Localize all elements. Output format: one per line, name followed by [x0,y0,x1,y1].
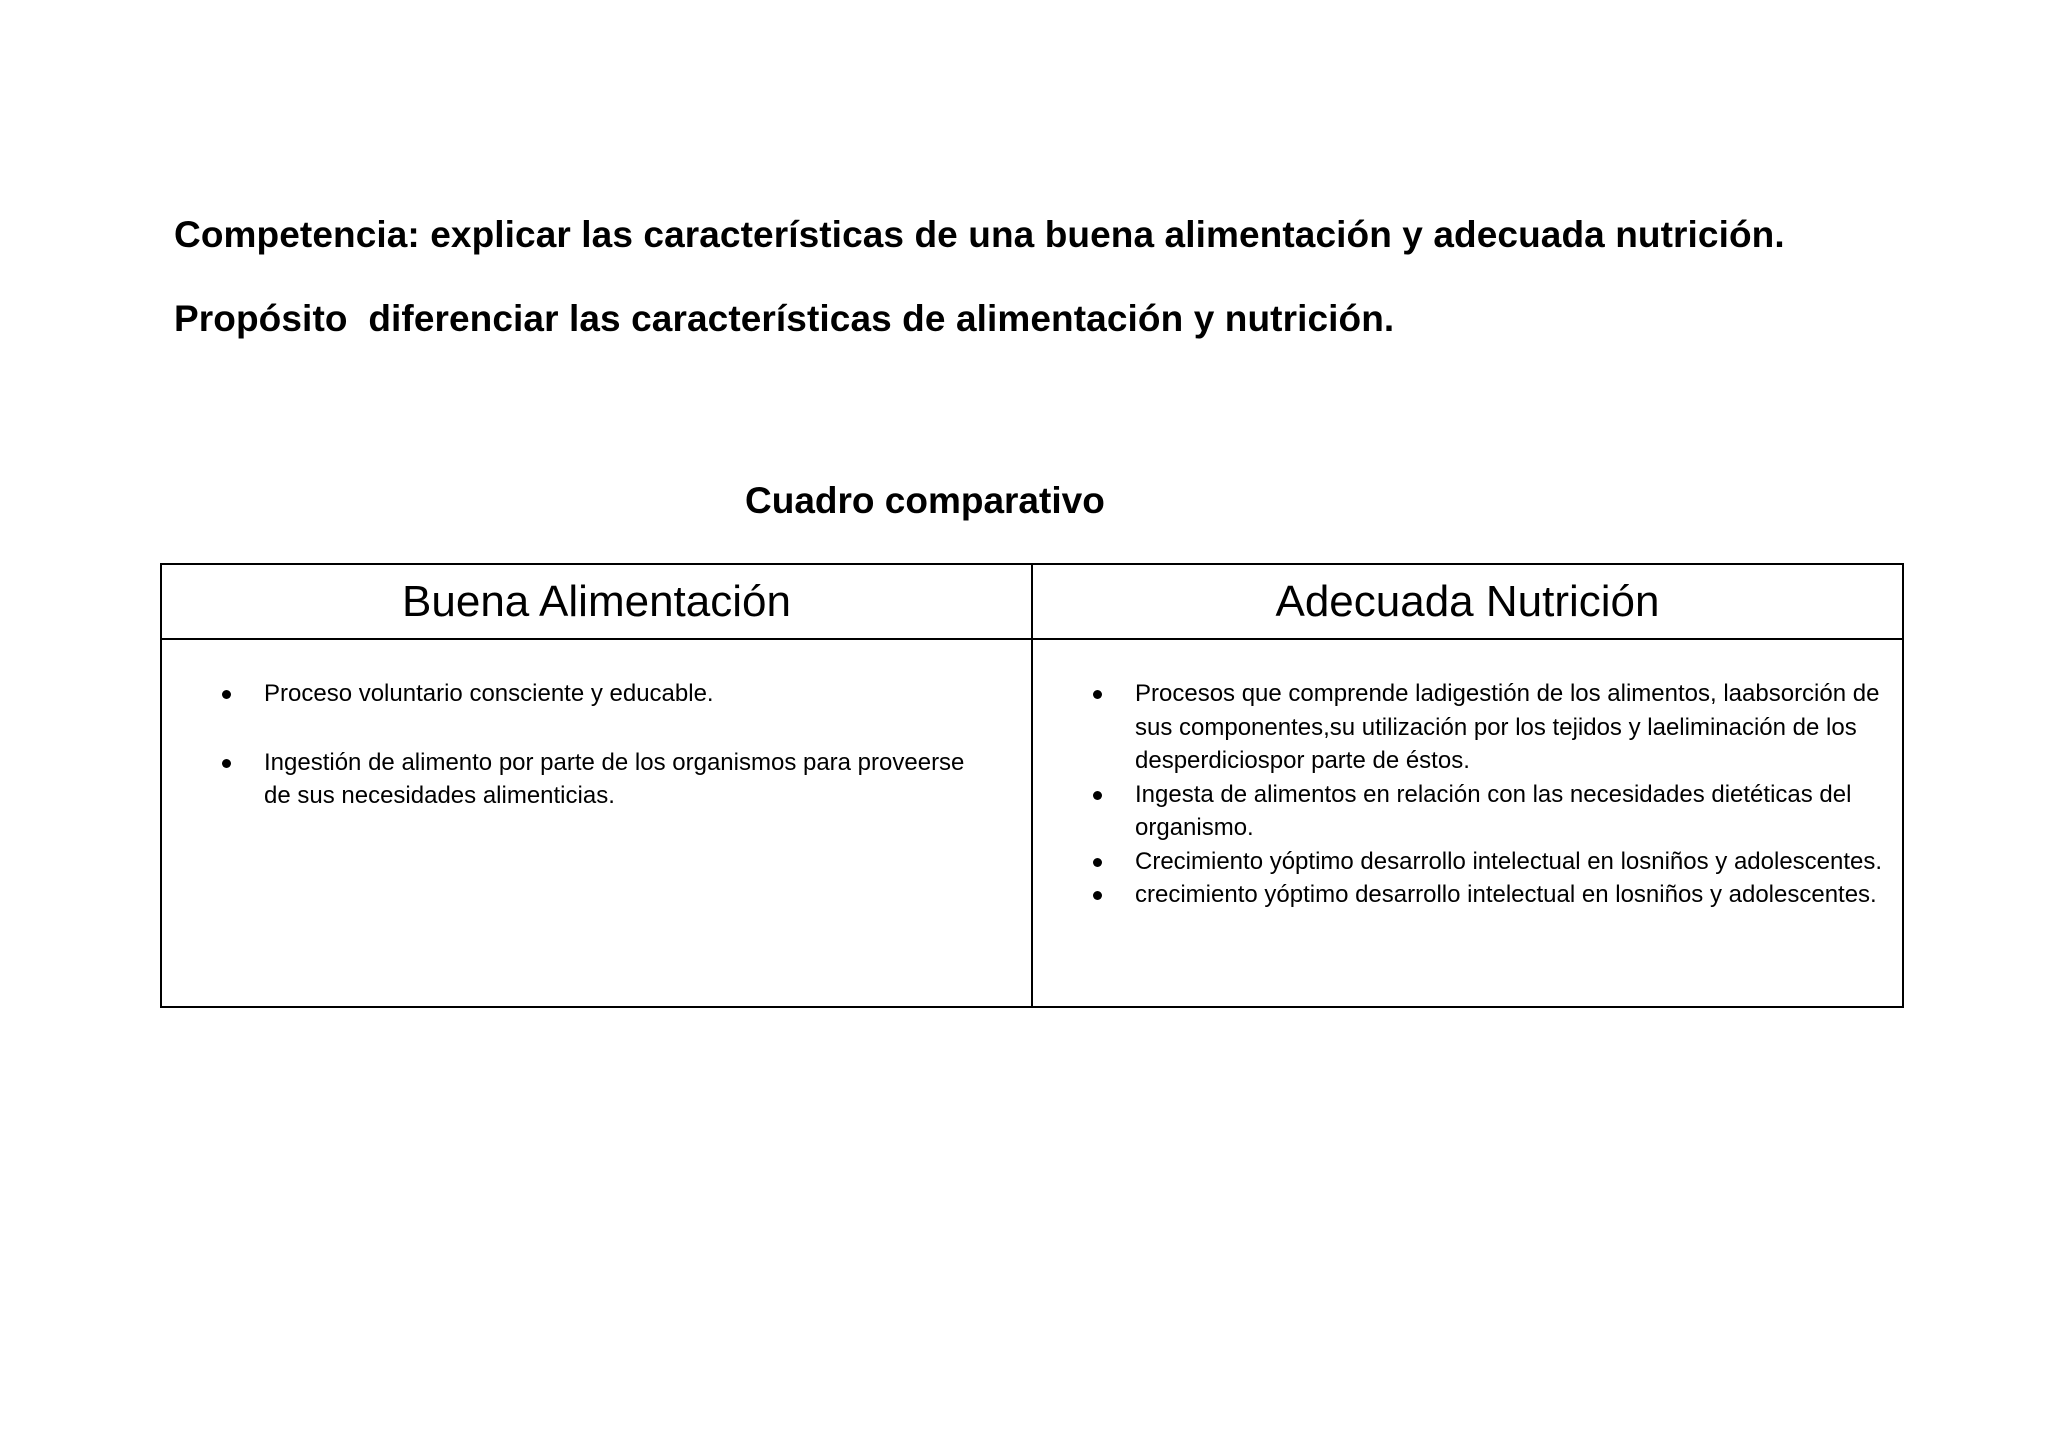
list-item-text: Procesos que comprende ladigestión de los alimentos, laabsorción de sus componentes,su utilización por los tejidos y laeliminación de los desperdiciospor parte de éstos. [1135,680,1880,774]
list-item [1033,778,1884,845]
bullet-icon [1093,858,1102,867]
list-item-text: Crecimiento yóptimo desarrollo intelectual en losniños y adolescentes. [1135,847,1883,875]
list-item [162,677,991,711]
list-item [1033,878,1884,912]
list-item-text: Proceso voluntario consciente y educable. [264,680,714,707]
list-item [162,746,991,813]
competencia-heading: Competencia: explicar las características de una buena alimentación y adecuada nutrición. [174,214,1785,255]
cell-buena-alimentacion [161,639,1032,1007]
cell-adecuada-nutricion [1032,639,1903,1007]
list-item [1033,845,1884,879]
comparison-table [160,563,1904,1008]
table-title: Cuadro comparativo [745,480,1105,521]
bullet-icon [222,690,231,699]
bullet-list-alimentacion [162,640,1031,813]
bullet-icon [1093,891,1102,900]
table-row [161,639,1903,1007]
bullet-list-nutricion [1033,640,1902,912]
table-header-row [161,564,1903,639]
bullet-icon [222,759,231,768]
list-item-text: Ingestión de alimento por parte de los organismos para proveerse de sus necesidades alimenticias. [264,748,965,809]
header-buena-alimentacion: Buena Alimentación [161,564,1032,639]
list-item-text: Ingesta de alimentos en relación con las necesidades dietéticas del organismo. [1135,780,1852,841]
header-adecuada-nutricion: Adecuada Nutrición [1032,564,1903,639]
list-item-text: crecimiento yóptimo desarrollo intelectual en losniños y adolescentes. [1135,881,1877,908]
proposito-heading: Propósito diferenciar las características de alimentación y nutrición. [174,298,1395,339]
bullet-icon [1093,690,1102,699]
bullet-icon [1093,791,1102,800]
list-item [1033,677,1884,778]
